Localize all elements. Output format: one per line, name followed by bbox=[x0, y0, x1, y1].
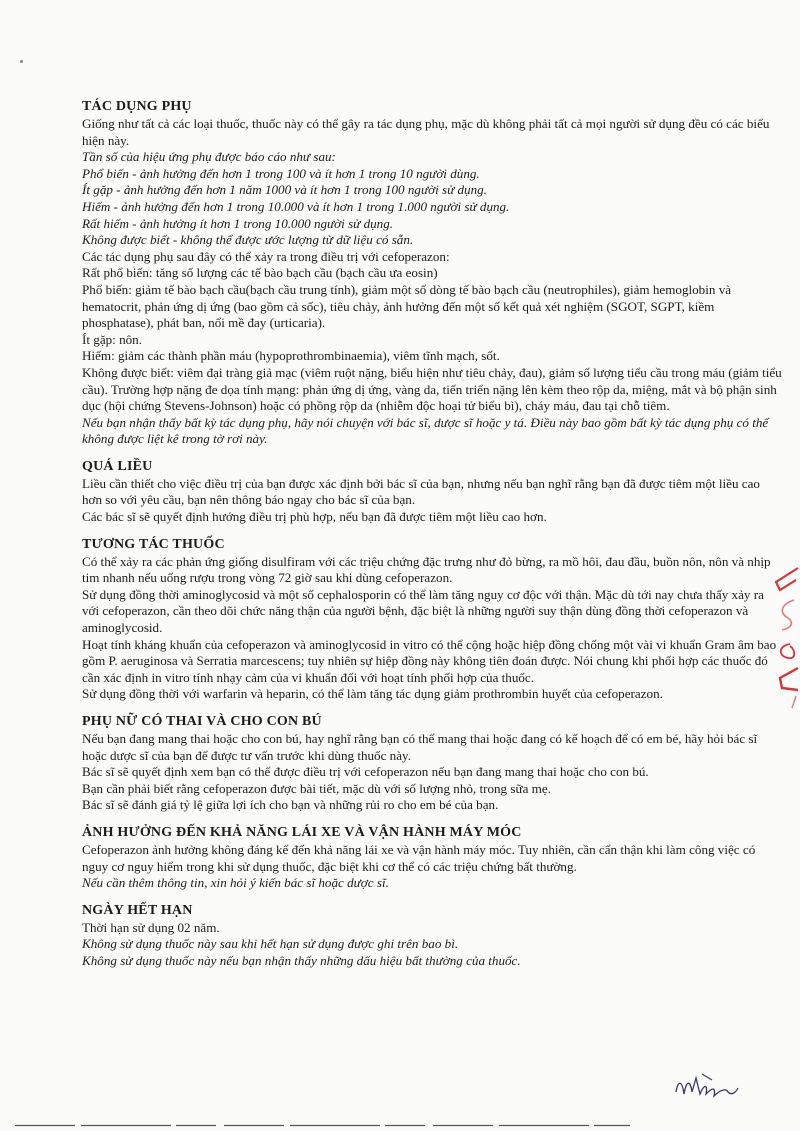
paragraph: Ít gặp - ảnh hưởng đến hơn 1 năm 1000 và ít hơn 1 trong 100 người sử dụng. bbox=[82, 182, 487, 198]
paragraph: Thời hạn sử dụng 02 năm. bbox=[82, 919, 220, 935]
paragraph: Có thể xảy ra các phản ứng giống disulfiram với các triệu chứng đặc trưng như đỏ bừng, ra mồ hôi, đau đầu, buồn nôn, nôn và nhịp tim nhanh nếu uống rượu trong vòng 72 giờ sau khi dùng cefoperazon. bbox=[82, 553, 771, 586]
section bbox=[82, 902, 782, 970]
section-heading: ẢNH HƯỞNG ĐẾN KHẢ NĂNG LÁI XE VÀ VẬN HÀNH MÁY MÓC bbox=[82, 824, 522, 840]
paragraph: Sử dụng đồng thời aminoglycosid và một số cephalosporin có thể làm tăng nguy cơ độc với thận. Mặc dù tới nay chưa thấy xảy ra với cefoperazon, cần theo dõi chức năng thận của người bệnh, đặc biệt là những người suy thận dùng đồng thời cefoperazon và aminoglycosid. bbox=[82, 586, 764, 636]
paragraph: Tần số của hiệu ứng phụ được báo cáo như sau: bbox=[82, 149, 336, 165]
section-heading: TƯƠNG TÁC THUỐC bbox=[82, 536, 225, 552]
paragraph: Các tác dụng phụ sau đây có thể xảy ra trong điều trị với cefoperazon: bbox=[82, 248, 450, 264]
paragraph: Hiếm - ảnh hưởng đến hơn 1 trong 10.000 và ít hơn 1 trong 1.000 người sử dụng. bbox=[82, 198, 510, 214]
paragraph: Liều cần thiết cho việc điều trị của bạn được xác định bởi bác sĩ của bạn, nhưng nếu bạn nghĩ rằng bạn đã được tiêm một liều cao hơn so với yêu cầu, bạn nên thông báo ngay cho bác sĩ của bạn. bbox=[82, 475, 760, 508]
paragraph: Giống như tất cả các loại thuốc, thuốc này có thể gây ra tác dụng phụ, mặc dù không phải tất cả mọi người sử dụng đều có các biểu hiện này. bbox=[82, 116, 770, 148]
section bbox=[82, 98, 782, 448]
signature-mark bbox=[672, 1070, 742, 1104]
scan-speck bbox=[20, 60, 23, 63]
paragraph: Nếu cần thêm thông tin, xin hỏi ý kiến bác sĩ hoặc dược sĩ. bbox=[82, 875, 389, 891]
section bbox=[82, 713, 782, 814]
paragraph: Bác sĩ sẽ quyết định xem bạn có thể được điều trị với cefoperazon nếu bạn đang mang thai hoặc cho con bú. bbox=[82, 764, 649, 780]
section bbox=[82, 536, 782, 703]
paragraph: Sử dụng đồng thời với warfarin và heparin, có thể làm tăng tác dụng giảm prothrombin huyết của cefoperazon. bbox=[82, 686, 663, 702]
stamp-fragment bbox=[768, 560, 800, 710]
paragraph: Không sử dụng thuốc này nếu bạn nhận thấy những dấu hiệu bất thường của thuốc. bbox=[82, 952, 521, 968]
section bbox=[82, 458, 782, 526]
paragraph: Rất phổ biến: tăng số lượng các tế bào bạch cầu (bạch cầu ưa eosin) bbox=[82, 265, 438, 281]
section-heading: QUÁ LIỀU bbox=[82, 458, 153, 474]
paragraph: Không sử dụng thuốc này sau khi hết hạn sử dụng được ghi trên bao bì. bbox=[82, 936, 459, 952]
paragraph: Hiếm: giảm các thành phần máu (hypoprothrombinaemia), viêm tĩnh mạch, sốt. bbox=[82, 348, 500, 364]
paragraph: Ít gặp: nôn. bbox=[82, 331, 143, 347]
paragraph: Hoạt tính kháng khuẩn của cefoperazon và aminoglycosid in vitro có thể cộng hoặc hiệp đồng chống một vài vi khuẩn Gram âm bao gồm P. aeruginosa và Serratia marcescens; tuy nhiên sự hiệp đồng này không tiên đoán được. Nói chung khi phối hợp các thuốc đó cần xác định in vitro tính nhạy cảm của vi khuẩn đối với hoạt tính phối hợp của thuốc. bbox=[82, 636, 777, 685]
paragraph: Cefoperazon ảnh hưởng không đáng kể đến khả năng lái xe và vận hành máy móc. Tuy nhiên, cần cẩn thận khi làm công việc có nguy cơ nguy hiểm trong khi sử dụng thuốc, đặc biệt khi cơ thể có các triệu chứng bất thường. bbox=[82, 841, 756, 874]
paragraph: Nếu bạn đang mang thai hoặc cho con bú, hay nghĩ rằng bạn có thể mang thai hoặc đang có kế hoạch để có em bé, hãy hỏi bác sĩ hoặc dược sĩ của bạn để được tư vấn trước khi dùng thuốc này. bbox=[82, 731, 758, 763]
paragraph: Bác sĩ sẽ đánh giá tỷ lệ giữa lợi ích cho bạn và những rủi ro cho em bé của bạn. bbox=[82, 797, 499, 813]
section-heading: NGÀY HẾT HẠN bbox=[82, 902, 193, 918]
document-body bbox=[82, 98, 782, 980]
paragraph: Bạn cần phải biết rằng cefoperazon được bài tiết, mặc dù với số lượng nhỏ, trong sữa mẹ. bbox=[82, 780, 551, 796]
paragraph: Không được biết: viêm đại tràng giả mạc (viêm ruột nặng, biểu hiện như tiêu chảy, đau), giảm số lượng tiểu cầu trong máu (giảm tiểu cầu). Trường hợp nặng đe dọa tính mạng: phản ứng dị ứng, vàng da, tiến triển nặng lên kèm theo rộp da, miệng, mắt và bộ phận sinh dục (hội chứng Stevens-Johnson) hoặc có phồng rộp da (nhiễm độc hoại tử biểu bì), cháy máu, đau tại chỗ tiêm. bbox=[82, 364, 782, 414]
paragraph: Phổ biến - ảnh hưởng đến hơn 1 trong 100 và ít hơn 1 trong 10 người dùng. bbox=[82, 165, 480, 181]
paragraph: Phổ biến: giảm tế bào bạch cầu(bạch cầu trung tính), giảm một số dòng tế bào bạch cầu (neutrophiles), giảm hemoglobin và hematocrit, phản ứng dị ứng (bao gồm cả sốc), tiêu chảy, ảnh hưởng đến một số kết quả xét nghiệm (SGOT, SGPT, kiềm phosphatase), phát ban, nổi mề đay (urticaria). bbox=[82, 281, 732, 331]
paragraph: Rất hiếm - ảnh hưởng ít hơn 1 trong 10.000 người sử dụng. bbox=[82, 215, 394, 231]
bottom-edge-line bbox=[0, 1124, 800, 1127]
section-heading: PHỤ NỮ CÓ THAI VÀ CHO CON BÚ bbox=[82, 714, 322, 729]
section-heading: TÁC DỤNG PHỤ bbox=[82, 99, 192, 114]
section bbox=[82, 824, 782, 892]
paragraph: Các bác sĩ sẽ quyết định hướng điều trị phù hợp, nếu bạn đã được tiêm một liều cao hơn. bbox=[82, 509, 547, 525]
paragraph: Không được biết - không thể được ước lượng từ dữ liệu có sẵn. bbox=[82, 232, 414, 248]
paragraph: Nếu bạn nhận thấy bất kỳ tác dụng phụ, hãy nói chuyện với bác sĩ, dược sĩ hoặc y tá. Điều này bao gồm bất kỳ tác dụng phụ có thể không được liệt kê trong tờ rơi này. bbox=[82, 414, 769, 447]
